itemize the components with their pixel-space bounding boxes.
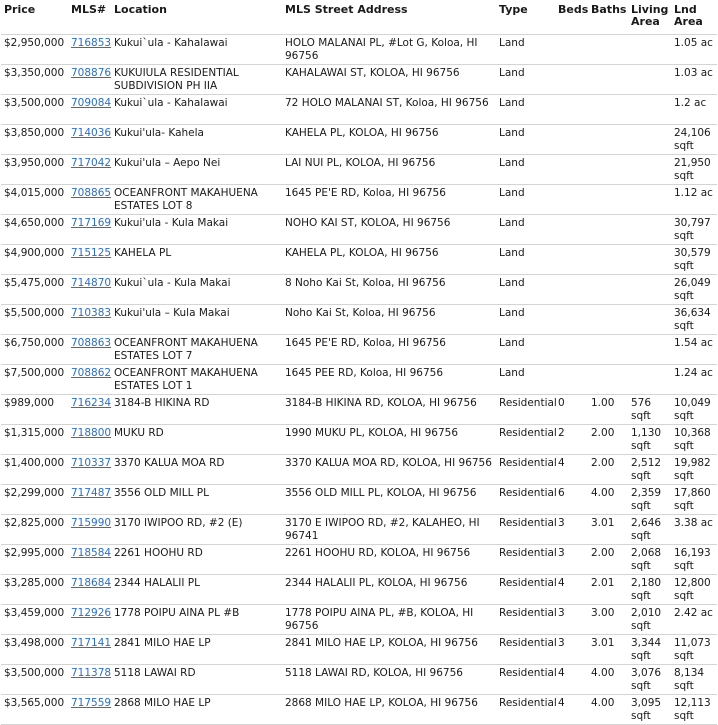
table-row <box>1 515 717 545</box>
cell-mls <box>68 575 111 605</box>
cell-land-area: 1.54 ac <box>671 335 717 365</box>
cell-baths <box>588 185 628 215</box>
cell-location: 2841 MILO HAE LP <box>111 635 282 665</box>
cell-type: Residential <box>496 455 555 485</box>
mls-link[interactable]: 708876 <box>71 67 112 79</box>
cell-address: 1645 PE'E RD, Koloa, HI 96756 <box>282 185 496 215</box>
table-row <box>1 605 717 635</box>
cell-beds <box>555 65 588 95</box>
table-row <box>1 125 717 155</box>
table-row <box>1 665 717 695</box>
cell-mls <box>68 65 111 95</box>
cell-living-area <box>628 215 671 245</box>
cell-land-area: 24,106 sqft <box>671 125 717 155</box>
cell-land-area: 1.12 ac <box>671 185 717 215</box>
cell-beds: 4 <box>555 455 588 485</box>
mls-link[interactable]: 718584 <box>71 547 112 559</box>
table-row <box>1 305 717 335</box>
cell-land-area: 10,049 sqft <box>671 395 717 425</box>
mls-link[interactable]: 718684 <box>71 577 112 589</box>
cell-type: Residential <box>496 665 555 695</box>
cell-address: 1778 POIPU AINA PL, #B, KOLOA, HI 96756 <box>282 605 496 635</box>
table-row <box>1 245 717 275</box>
cell-beds <box>555 335 588 365</box>
cell-land-area: 2.42 ac <box>671 605 717 635</box>
cell-location: 3170 IWIPOO RD, #2 (E) <box>111 515 282 545</box>
cell-baths <box>588 95 628 125</box>
cell-mls <box>68 455 111 485</box>
cell-baths: 4.00 <box>588 485 628 515</box>
cell-living-area <box>628 185 671 215</box>
cell-type: Residential <box>496 635 555 665</box>
cell-living-area <box>628 65 671 95</box>
cell-living-area: 3,344 sqft <box>628 635 671 665</box>
mls-link[interactable]: 714036 <box>71 127 112 139</box>
mls-link[interactable]: 717487 <box>71 487 112 499</box>
mls-link[interactable]: 717042 <box>71 157 112 169</box>
mls-link[interactable]: 716234 <box>71 397 112 409</box>
cell-living-area: 1,130 sqft <box>628 425 671 455</box>
cell-mls <box>68 155 111 185</box>
cell-land-area: 36,634 sqft <box>671 305 717 335</box>
cell-baths: 2.00 <box>588 545 628 575</box>
cell-beds: 4 <box>555 575 588 605</box>
cell-address: KAHELA PL, KOLOA, HI 96756 <box>282 125 496 155</box>
table-row <box>1 185 717 215</box>
cell-price: $3,565,000 <box>1 695 68 725</box>
cell-location: OCEANFRONT MAKAHUENA ESTATES LOT 1 <box>111 365 282 395</box>
cell-mls <box>68 665 111 695</box>
cell-baths <box>588 155 628 185</box>
cell-mls <box>68 425 111 455</box>
cell-mls <box>68 215 111 245</box>
cell-beds: 2 <box>555 425 588 455</box>
table-row <box>1 155 717 185</box>
cell-mls <box>68 635 111 665</box>
cell-baths: 3.00 <box>588 605 628 635</box>
table-row <box>1 545 717 575</box>
col-header-type[interactable]: Type <box>499 3 528 16</box>
cell-address: 5118 LAWAI RD, KOLOA, HI 96756 <box>282 665 496 695</box>
cell-address: 8 Noho Kai St, Koloa, HI 96756 <box>282 275 496 305</box>
cell-location: 3184-B HIKINA RD <box>111 395 282 425</box>
cell-mls <box>68 605 111 635</box>
cell-beds <box>555 215 588 245</box>
cell-living-area <box>628 275 671 305</box>
table-row <box>1 695 717 725</box>
cell-living-area <box>628 35 671 65</box>
cell-price: $2,825,000 <box>1 515 68 545</box>
cell-price: $1,315,000 <box>1 425 68 455</box>
cell-land-area: 26,049 sqft <box>671 275 717 305</box>
cell-price: $3,500,000 <box>1 95 68 125</box>
mls-link[interactable]: 708865 <box>71 187 112 199</box>
cell-location: Kukui'ula - Kula Makai <box>111 215 282 245</box>
cell-location: Kukui`ula - Kahalawai <box>111 95 282 125</box>
cell-location: 1778 POIPU AINA PL #B <box>111 605 282 635</box>
cell-land-area: 1.2 ac <box>671 95 717 125</box>
cell-beds <box>555 95 588 125</box>
cell-baths <box>588 335 628 365</box>
cell-mls <box>68 395 111 425</box>
cell-land-area: 17,860 sqft <box>671 485 717 515</box>
cell-land-area: 16,193 sqft <box>671 545 717 575</box>
cell-type: Residential <box>496 695 555 725</box>
cell-mls <box>68 185 111 215</box>
table-row <box>1 485 717 515</box>
cell-type: Land <box>496 185 555 215</box>
cell-beds <box>555 185 588 215</box>
mls-link[interactable]: 714870 <box>71 277 112 289</box>
mls-link[interactable]: 715990 <box>71 517 112 529</box>
cell-living-area: 3,095 sqft <box>628 695 671 725</box>
cell-land-area: 10,368 sqft <box>671 425 717 455</box>
cell-price: $2,950,000 <box>1 35 68 65</box>
table-row <box>1 35 717 65</box>
cell-mls <box>68 515 111 545</box>
cell-baths <box>588 275 628 305</box>
cell-living-area <box>628 125 671 155</box>
cell-type: Land <box>496 125 555 155</box>
cell-location: OCEANFRONT MAKAHUENA ESTATES LOT 7 <box>111 335 282 365</box>
cell-baths <box>588 365 628 395</box>
cell-living-area: 2,512 sqft <box>628 455 671 485</box>
col-header-beds[interactable]: Beds <box>558 3 589 16</box>
mls-link[interactable]: 717559 <box>71 697 112 709</box>
cell-price: $2,995,000 <box>1 545 68 575</box>
cell-land-area: 12,800 sqft <box>671 575 717 605</box>
cell-baths <box>588 215 628 245</box>
cell-type: Land <box>496 275 555 305</box>
cell-living-area <box>628 305 671 335</box>
cell-mls <box>68 365 111 395</box>
cell-beds: 0 <box>555 395 588 425</box>
cell-baths: 2.01 <box>588 575 628 605</box>
cell-baths <box>588 305 628 335</box>
mls-link[interactable]: 712926 <box>71 607 112 619</box>
cell-price: $4,900,000 <box>1 245 68 275</box>
cell-living-area <box>628 365 671 395</box>
cell-price: $6,750,000 <box>1 335 68 365</box>
cell-beds: 3 <box>555 635 588 665</box>
cell-baths: 2.00 <box>588 455 628 485</box>
table-row <box>1 455 717 485</box>
cell-address: 3556 OLD MILL PL, KOLOA, HI 96756 <box>282 485 496 515</box>
mls-link[interactable]: 708862 <box>71 367 112 379</box>
cell-type: Residential <box>496 545 555 575</box>
table-row <box>1 425 717 455</box>
cell-beds: 4 <box>555 665 588 695</box>
cell-location: Kukui`ula - Kahalawai <box>111 35 282 65</box>
cell-address: Noho Kai St, Koloa, HI 96756 <box>282 305 496 335</box>
cell-baths: 4.00 <box>588 665 628 695</box>
cell-land-area: 1.24 ac <box>671 365 717 395</box>
cell-location: 3370 KALUA MOA RD <box>111 455 282 485</box>
cell-beds: 3 <box>555 515 588 545</box>
col-header-location[interactable]: Location <box>114 3 167 16</box>
cell-mls <box>68 485 111 515</box>
cell-living-area <box>628 95 671 125</box>
cell-location: Kukui`ula - Kula Makai <box>111 275 282 305</box>
cell-beds <box>555 125 588 155</box>
cell-type: Residential <box>496 485 555 515</box>
table-row <box>1 335 717 365</box>
cell-baths: 3.01 <box>588 635 628 665</box>
cell-baths: 2.00 <box>588 425 628 455</box>
cell-beds <box>555 245 588 275</box>
cell-land-area: 8,134 sqft <box>671 665 717 695</box>
cell-price: $3,850,000 <box>1 125 68 155</box>
cell-address: 1990 MUKU PL, KOLOA, HI 96756 <box>282 425 496 455</box>
cell-location: KAHELA PL <box>111 245 282 275</box>
cell-location: 2344 HALALII PL <box>111 575 282 605</box>
cell-land-area: 1.03 ac <box>671 65 717 95</box>
cell-address: 2344 HALALII PL, KOLOA, HI 96756 <box>282 575 496 605</box>
cell-baths: 3.01 <box>588 515 628 545</box>
cell-address: 2261 HOOHU RD, KOLOA, HI 96756 <box>282 545 496 575</box>
mls-link[interactable]: 709084 <box>71 97 112 109</box>
cell-price: $2,299,000 <box>1 485 68 515</box>
cell-baths <box>588 245 628 275</box>
cell-location: MUKU RD <box>111 425 282 455</box>
cell-baths <box>588 125 628 155</box>
cell-mls <box>68 245 111 275</box>
table-row <box>1 275 717 305</box>
cell-mls <box>68 545 111 575</box>
table-row <box>1 365 717 395</box>
cell-mls <box>68 335 111 365</box>
cell-living-area: 2,646 sqft <box>628 515 671 545</box>
cell-mls <box>68 125 111 155</box>
cell-type: Land <box>496 65 555 95</box>
cell-type: Land <box>496 305 555 335</box>
cell-baths: 4.00 <box>588 695 628 725</box>
cell-beds: 3 <box>555 605 588 635</box>
cell-beds <box>555 305 588 335</box>
cell-price: $3,459,000 <box>1 605 68 635</box>
cell-type: Residential <box>496 425 555 455</box>
mls-link[interactable]: 717141 <box>71 637 112 649</box>
cell-price: $5,475,000 <box>1 275 68 305</box>
cell-location: 2868 MILO HAE LP <box>111 695 282 725</box>
cell-living-area: 2,068 sqft <box>628 545 671 575</box>
table-body <box>1 35 717 725</box>
cell-beds <box>555 365 588 395</box>
cell-mls <box>68 95 111 125</box>
mls-link[interactable]: 711378 <box>71 667 112 679</box>
cell-type: Land <box>496 155 555 185</box>
cell-price: $3,950,000 <box>1 155 68 185</box>
mls-link[interactable]: 708863 <box>71 337 112 349</box>
cell-living-area: 2,359 sqft <box>628 485 671 515</box>
col-header-address[interactable]: MLS Street Address <box>285 3 408 16</box>
cell-type: Land <box>496 95 555 125</box>
cell-address: KAHALAWAI ST, KOLOA, HI 96756 <box>282 65 496 95</box>
cell-address: 72 HOLO MALANAI ST, Koloa, HI 96756 <box>282 95 496 125</box>
col-header-land-area[interactable]: Lnd Area <box>674 3 703 28</box>
cell-beds <box>555 275 588 305</box>
cell-type: Land <box>496 35 555 65</box>
cell-living-area: 2,180 sqft <box>628 575 671 605</box>
cell-price: $5,500,000 <box>1 305 68 335</box>
cell-location: KUKUIULA RESIDENTIAL SUBDIVISION PH IIA <box>111 65 282 95</box>
cell-baths <box>588 65 628 95</box>
cell-beds: 3 <box>555 545 588 575</box>
cell-living-area: 2,010 sqft <box>628 605 671 635</box>
cell-beds <box>555 35 588 65</box>
cell-land-area: 21,950 sqft <box>671 155 717 185</box>
cell-address: 3184-B HIKINA RD, KOLOA, HI 96756 <box>282 395 496 425</box>
cell-type: Residential <box>496 515 555 545</box>
cell-price: $3,500,000 <box>1 665 68 695</box>
cell-address: 3170 E IWIPOO RD, #2, KALAHEO, HI 96741 <box>282 515 496 545</box>
table-row <box>1 395 717 425</box>
cell-location: 3556 OLD MILL PL <box>111 485 282 515</box>
mls-link[interactable]: 718800 <box>71 427 112 439</box>
cell-address: LAI NUI PL, KOLOA, HI 96756 <box>282 155 496 185</box>
cell-land-area: 3.38 ac <box>671 515 717 545</box>
cell-type: Residential <box>496 605 555 635</box>
cell-land-area: 30,797 sqft <box>671 215 717 245</box>
cell-land-area: 30,579 sqft <box>671 245 717 275</box>
cell-location: 5118 LAWAI RD <box>111 665 282 695</box>
cell-address: 1645 PEE RD, Koloa, HI 96756 <box>282 365 496 395</box>
cell-mls <box>68 35 111 65</box>
cell-beds: 4 <box>555 695 588 725</box>
listings-table <box>1 0 717 725</box>
cell-price: $1,400,000 <box>1 455 68 485</box>
col-header-living-area[interactable]: Living Area <box>631 3 669 28</box>
mls-link[interactable]: 716853 <box>71 37 112 49</box>
cell-location: OCEANFRONT MAKAHUENA ESTATES LOT 8 <box>111 185 282 215</box>
cell-price: $7,500,000 <box>1 365 68 395</box>
cell-beds: 6 <box>555 485 588 515</box>
cell-land-area: 19,982 sqft <box>671 455 717 485</box>
mls-link[interactable]: 710383 <box>71 307 112 319</box>
cell-address: NOHO KAI ST, KOLOA, HI 96756 <box>282 215 496 245</box>
cell-type: Land <box>496 215 555 245</box>
cell-living-area: 576 sqft <box>628 395 671 425</box>
cell-living-area <box>628 335 671 365</box>
col-header-mls[interactable]: MLS# <box>71 3 107 16</box>
cell-type: Residential <box>496 575 555 605</box>
cell-price: $4,650,000 <box>1 215 68 245</box>
cell-price: $4,015,000 <box>1 185 68 215</box>
cell-baths <box>588 35 628 65</box>
cell-type: Land <box>496 335 555 365</box>
table-header-row <box>1 0 717 35</box>
cell-type: Land <box>496 365 555 395</box>
cell-land-area: 12,113 sqft <box>671 695 717 725</box>
cell-price: $3,350,000 <box>1 65 68 95</box>
cell-mls <box>68 305 111 335</box>
cell-living-area: 3,076 sqft <box>628 665 671 695</box>
cell-type: Land <box>496 245 555 275</box>
cell-mls <box>68 275 111 305</box>
mls-link[interactable]: 715125 <box>71 247 112 259</box>
table-row <box>1 635 717 665</box>
cell-mls <box>68 695 111 725</box>
cell-address: HOLO MALANAI PL, #Lot G, Koloa, HI 96756 <box>282 35 496 65</box>
cell-address: 1645 PE'E RD, Koloa, HI 96756 <box>282 335 496 365</box>
cell-address: 2868 MILO HAE LP, KOLOA, HI 96756 <box>282 695 496 725</box>
cell-land-area: 1.05 ac <box>671 35 717 65</box>
mls-link[interactable]: 710337 <box>71 457 112 469</box>
cell-beds <box>555 155 588 185</box>
cell-price: $3,285,000 <box>1 575 68 605</box>
table-row <box>1 575 717 605</box>
col-header-baths[interactable]: Baths <box>591 3 627 16</box>
cell-price: $3,498,000 <box>1 635 68 665</box>
col-header-price[interactable]: Price <box>4 3 36 16</box>
cell-type: Residential <box>496 395 555 425</box>
cell-address: 2841 MILO HAE LP, KOLOA, HI 96756 <box>282 635 496 665</box>
cell-baths: 1.00 <box>588 395 628 425</box>
cell-location: Kukui'ula – Kula Makai <box>111 305 282 335</box>
mls-link[interactable]: 717169 <box>71 217 112 229</box>
cell-price: $989,000 <box>1 395 68 425</box>
table-row <box>1 95 717 125</box>
cell-living-area <box>628 155 671 185</box>
cell-address: KAHELA PL, KOLOA, HI 96756 <box>282 245 496 275</box>
cell-address: 3370 KALUA MOA RD, KOLOA, HI 96756 <box>282 455 496 485</box>
cell-living-area <box>628 245 671 275</box>
cell-land-area: 11,073 sqft <box>671 635 717 665</box>
table-row <box>1 215 717 245</box>
cell-location: Kukui'ula- Kahela <box>111 125 282 155</box>
cell-location: Kukui'ula – Aepo Nei <box>111 155 282 185</box>
cell-location: 2261 HOOHU RD <box>111 545 282 575</box>
table-row <box>1 65 717 95</box>
